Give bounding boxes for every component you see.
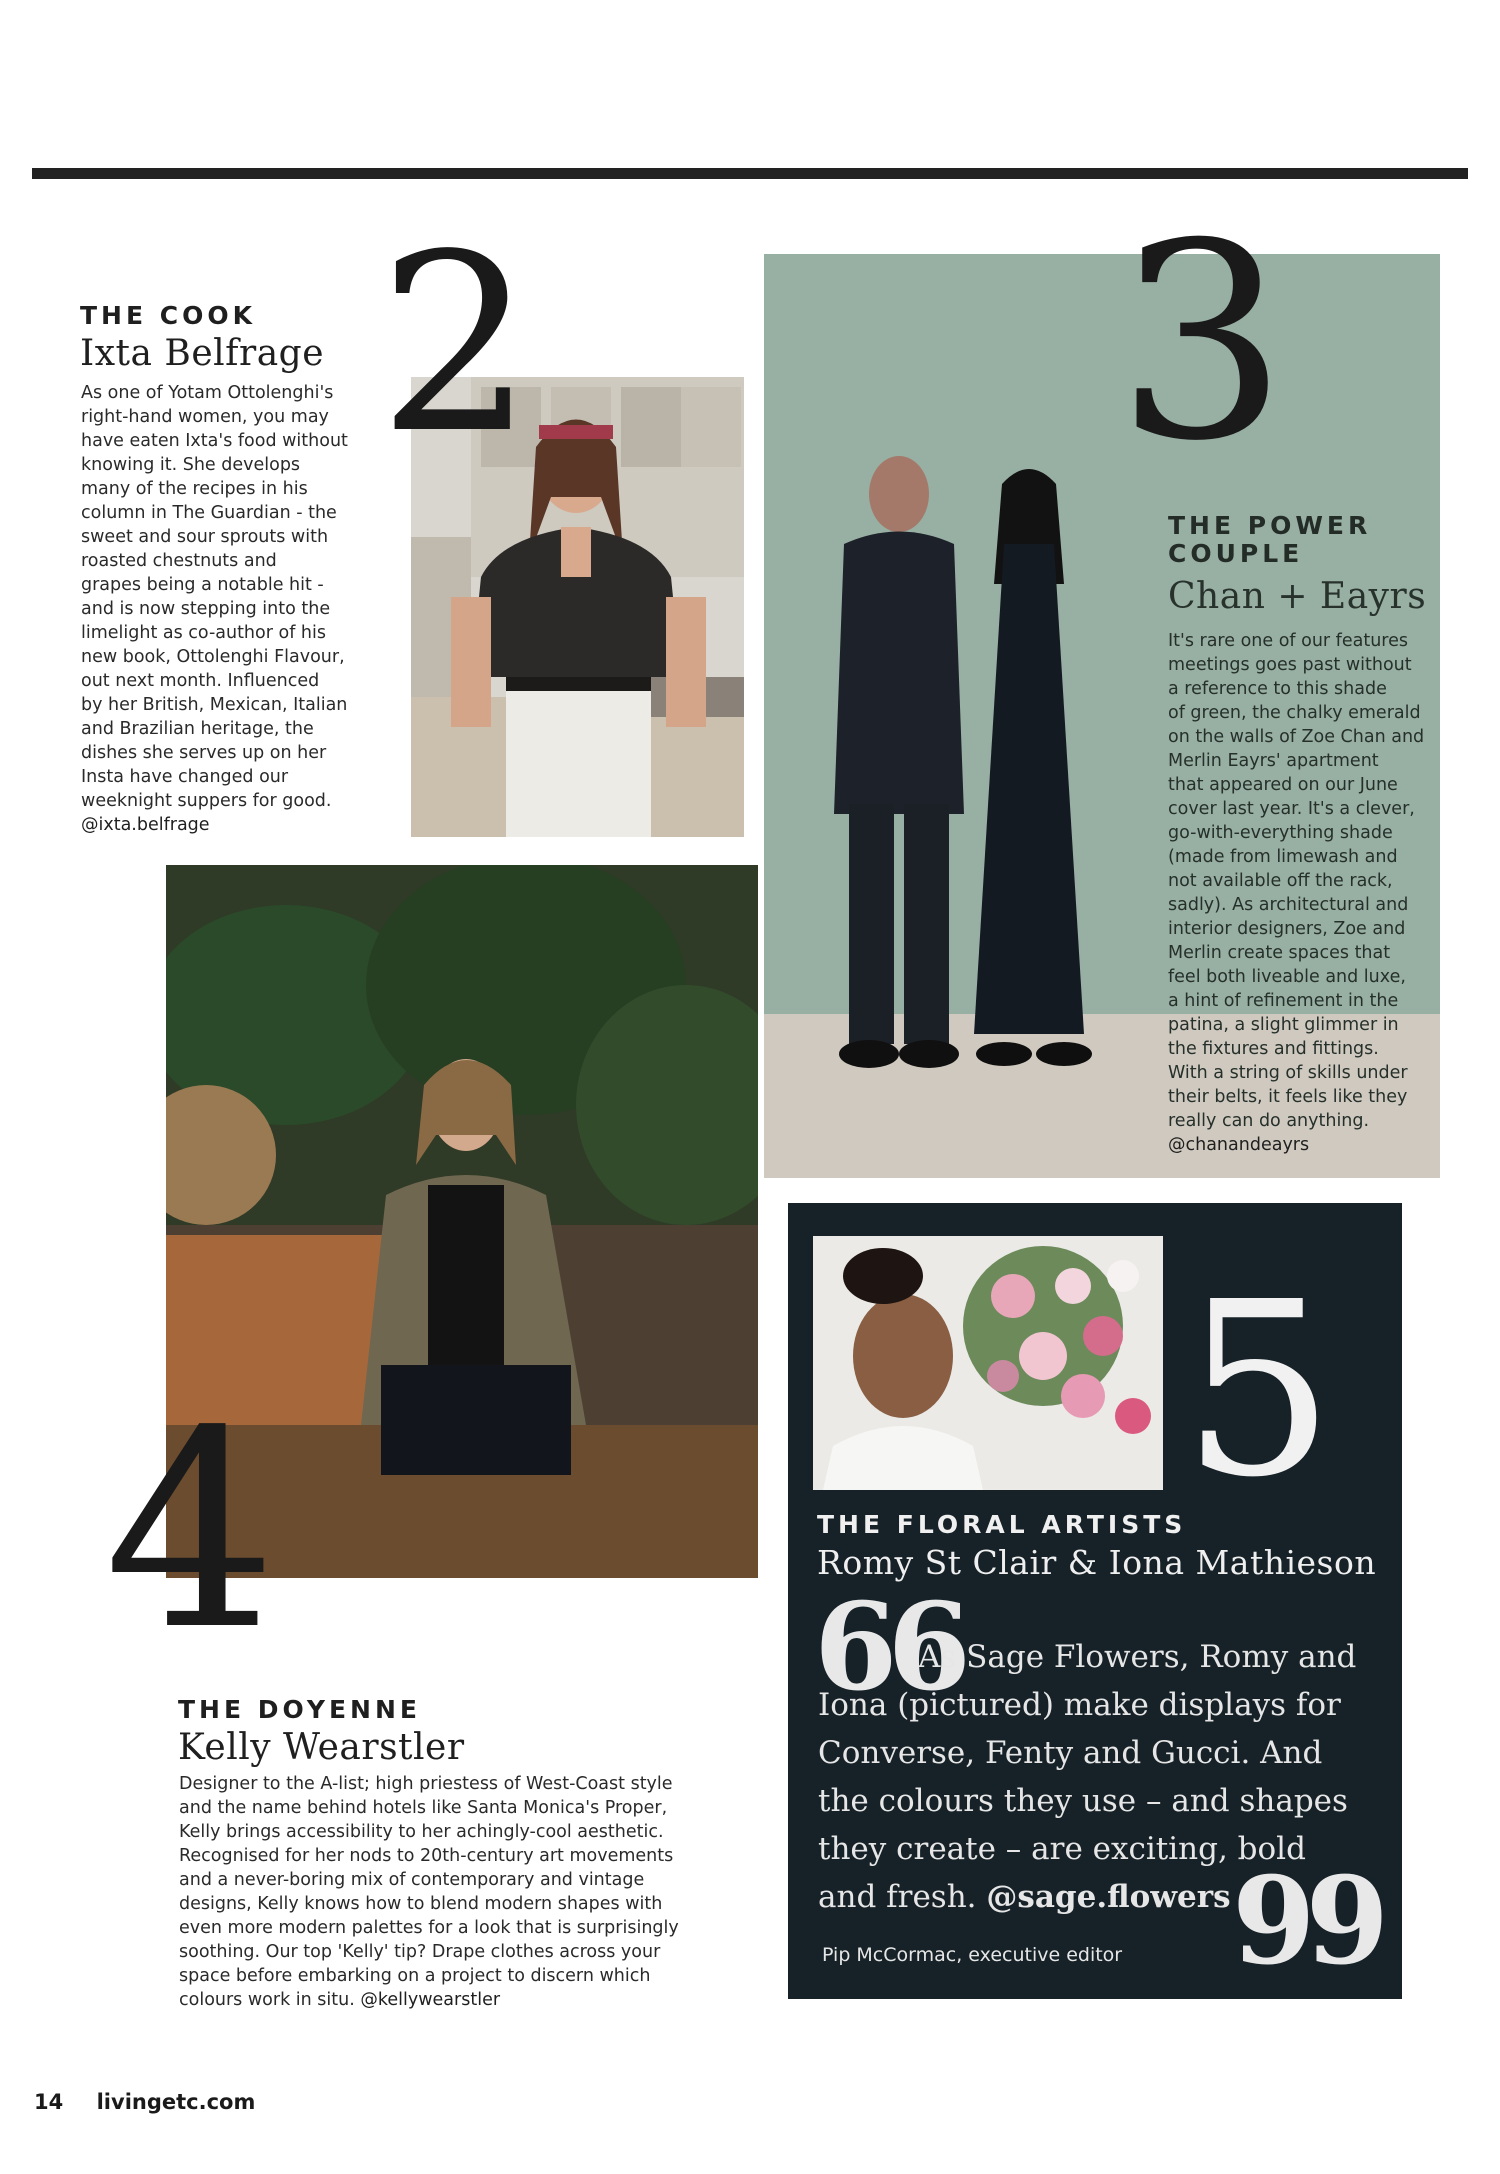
s4-line: colours work in situ. [179,1990,355,2010]
s3-line: patina, a slight glimmer in [1168,1015,1399,1035]
s2-line: by her British, Mexican, Italian [81,695,348,715]
s3-line: interior designers, Zoe and [1168,919,1406,939]
s3-line: Merlin Eayrs' apartment [1168,751,1379,771]
s3-line: (made from limewash and [1168,847,1398,867]
top-rule [32,168,1468,179]
s4-line: Kelly brings accessibility to her achingly-cool aesthetic. [179,1822,664,1842]
quote-text: and fresh. [818,1879,977,1915]
s2-line: As one of Yotam Ottolenghi's [81,383,334,403]
s4-name: Kelly Wearstler [178,1727,465,1768]
s3-line: of green, the chalky emerald [1168,703,1421,723]
s3-text-block [1168,512,1438,1157]
quote-open-mark: 66 [814,1577,961,1718]
section-2-number: 2 [378,202,534,487]
s2-line: limelight as co-author of his [81,623,326,643]
s4-body [179,1772,749,2012]
s3-line: that appeared on our June [1168,775,1398,795]
quote-line: the colours they use – and shapes [818,1783,1348,1819]
s4-line: even more modern palettes for a look that is surprisingly [179,1918,679,1938]
s4-line: Recognised for her nods to 20th-century art movements [179,1846,674,1866]
s3-kicker-line: THE POWER [1168,511,1372,540]
s4-handle-link[interactable]: @kellywearstler [360,1990,501,2010]
s3-line: It's rare one of our features [1168,631,1408,651]
quote-close-mark: 99 [1232,1851,1379,1992]
photo-sage-flowers [813,1236,1163,1490]
quote-line [818,1633,1388,1681]
s2-line: many of the recipes in his [81,479,308,499]
s3-line: feel both liveable and luxe, [1168,967,1406,987]
section-5-number: 5 [1182,1250,1335,1530]
s3-line: cover last year. It's a clever, [1168,799,1415,819]
s3-line: go-with-everything shade [1168,823,1393,843]
s2-line: and is now stepping into the [81,599,331,619]
s3-line: not available off the rack, [1168,871,1393,891]
quote-line: Iona (pictured) make displays for [818,1687,1341,1723]
s2-body [81,381,371,837]
s2-line: out next month. Influenced [81,671,320,691]
s2-kicker: THE COOK [80,301,256,330]
quote-line: Converse, Fenty and Gucci. And [818,1735,1323,1771]
s4-line: space before embarking on a project to discern which [179,1966,651,1986]
s3-line: sadly). As architectural and [1168,895,1409,915]
s4-kicker: THE DOYENNE [178,1695,421,1724]
s4-line: soothing. Our top 'Kelly' tip? Drape clothes across your [179,1942,661,1962]
s2-handle-link[interactable]: @ixta.belfrage [81,815,210,835]
s2-line: sweet and sour sprouts with [81,527,329,547]
s3-line: Merlin create spaces that [1168,943,1391,963]
site-link[interactable]: livingetc.com [96,2090,256,2114]
s3-line: the fixtures and fittings. [1168,1039,1379,1059]
s5-credit: Pip McCormac, executive editor [822,1944,1123,1966]
s4-line: and the name behind hotels like Santa Monica's Proper, [179,1798,668,1818]
s4-line: Designer to the A-list; high priestess of West-Coast style [179,1774,673,1794]
s3-line: With a string of skills under [1168,1063,1408,1083]
s3-line: meetings goes past without [1168,655,1412,675]
s3-line: a hint of refinement in the [1168,991,1399,1011]
s3-line: their belts, it feels like they [1168,1087,1408,1107]
s2-line: grapes being a notable hit - [81,575,324,595]
s3-kicker [1168,512,1438,568]
s4-line-last [179,1988,749,2012]
s2-line: column in The Guardian - the [81,503,337,523]
section-3-number: 3 [1116,185,1288,500]
s2-line: roasted chestnuts and [81,551,277,571]
s3-line: on the walls of Zoe Chan and [1168,727,1425,747]
s3-kicker-line: COUPLE [1168,539,1304,568]
quote-text: As Sage Flowers, Romy and [918,1639,1357,1675]
s2-line: new book, Ottolenghi Flavour, [81,647,345,667]
page-number: 14 [34,2090,64,2114]
s3-body [1168,629,1438,1157]
s2-line: knowing it. She develops [81,455,301,475]
page-footer [34,2090,255,2114]
s4-line: designs, Kelly knows how to blend modern shapes with [179,1894,663,1914]
s5-quote-handle-link[interactable]: @sage.flowers [986,1879,1231,1915]
s3-line: really can do anything. [1168,1111,1370,1131]
s3-name: Chan + Eayrs [1168,576,1427,617]
s2-line: weeknight suppers for good. [81,791,332,811]
section-4-number: 4 [104,1374,278,1690]
s2-line: dishes she serves up on her [81,743,327,763]
s4-line: and a never-boring mix of contemporary and vintage [179,1870,645,1890]
s2-line: and Brazilian heritage, the [81,719,314,739]
s2-line: Insta have changed our [81,767,289,787]
s5-name: Romy St Clair & Iona Mathieson [817,1543,1377,1582]
s3-handle-link[interactable]: @chanandeayrs [1168,1135,1310,1155]
s3-line: a reference to this shade [1168,679,1387,699]
s2-line: have eaten Ixta's food without [81,431,348,451]
s2-line: right-hand women, you may [81,407,329,427]
s5-kicker: THE FLORAL ARTISTS [817,1510,1187,1539]
quote-line: they create – are exciting, bold [818,1831,1306,1867]
s2-name: Ixta Belfrage [80,333,325,374]
